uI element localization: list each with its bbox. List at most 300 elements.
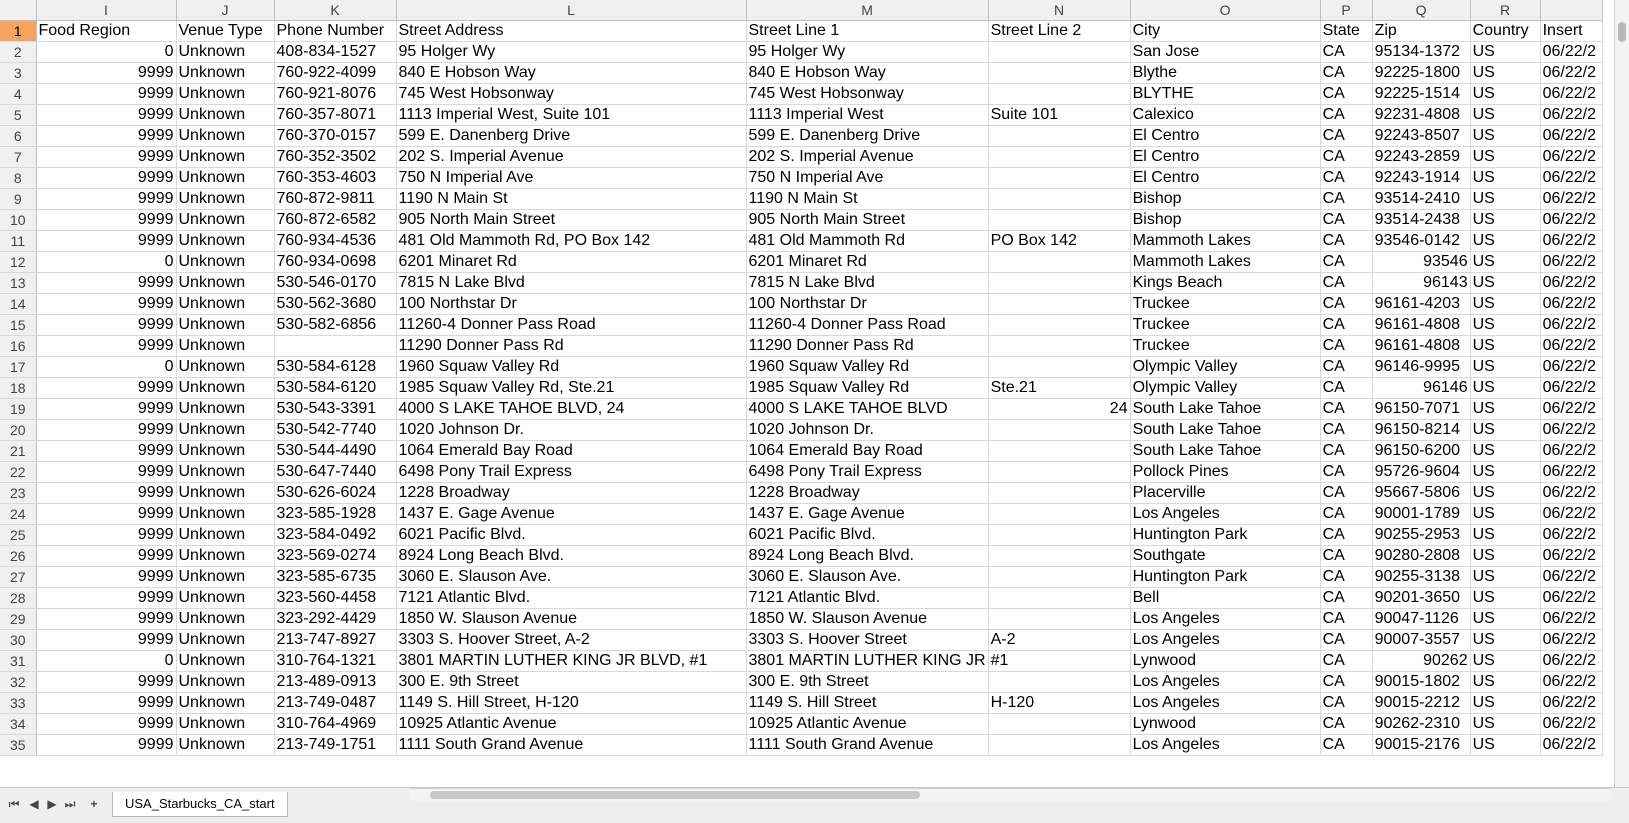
row-header[interactable]: 33 <box>0 693 36 714</box>
cell[interactable] <box>988 525 1130 546</box>
cell[interactable] <box>988 735 1130 756</box>
cell[interactable]: 9999 <box>36 672 176 693</box>
cell[interactable]: 1020 Johnson Dr. <box>746 420 988 441</box>
cell[interactable]: 530-544-4490 <box>274 441 396 462</box>
cell[interactable] <box>988 441 1130 462</box>
cell[interactable]: Pollock Pines <box>1130 462 1320 483</box>
cell[interactable]: 3060 E. Slauson Ave. <box>396 567 746 588</box>
row-header[interactable]: 23 <box>0 483 36 504</box>
cell[interactable]: 481 Old Mammoth Rd, PO Box 142 <box>396 231 746 252</box>
row-header[interactable]: 21 <box>0 441 36 462</box>
column-header[interactable]: L <box>396 0 746 21</box>
cell[interactable]: 1020 Johnson Dr. <box>396 420 746 441</box>
add-sheet-icon[interactable]: + <box>90 797 98 811</box>
cell[interactable] <box>988 546 1130 567</box>
cell[interactable]: US <box>1470 294 1540 315</box>
cell[interactable]: 1149 S. Hill Street, H-120 <box>396 693 746 714</box>
cell[interactable]: 1064 Emerald Bay Road <box>396 441 746 462</box>
cell[interactable]: 905 North Main Street <box>396 210 746 231</box>
cell[interactable]: Huntington Park <box>1130 525 1320 546</box>
cell[interactable]: CA <box>1320 693 1372 714</box>
cell[interactable]: 92243-8507 <box>1372 126 1470 147</box>
cell[interactable]: 06/22/2 <box>1540 441 1602 462</box>
cell[interactable]: 310-764-4969 <box>274 714 396 735</box>
cell[interactable]: 9999 <box>36 504 176 525</box>
cell[interactable]: Unknown <box>176 546 274 567</box>
cell[interactable]: 599 E. Danenberg Drive <box>746 126 988 147</box>
cell[interactable]: 6201 Minaret Rd <box>746 252 988 273</box>
row-header[interactable]: 9 <box>0 189 36 210</box>
cell[interactable]: 90255-2953 <box>1372 525 1470 546</box>
cell[interactable]: US <box>1470 546 1540 567</box>
cell[interactable]: 1190 N Main St <box>396 189 746 210</box>
cell[interactable]: Phone Number <box>274 21 396 42</box>
cell[interactable]: San Jose <box>1130 42 1320 63</box>
cell[interactable]: 96143 <box>1372 273 1470 294</box>
row-header[interactable]: 22 <box>0 462 36 483</box>
cell[interactable]: US <box>1470 378 1540 399</box>
cell[interactable] <box>988 336 1130 357</box>
cell[interactable]: CA <box>1320 651 1372 672</box>
cell[interactable]: 9999 <box>36 546 176 567</box>
cell[interactable]: 300 E. 9th Street <box>396 672 746 693</box>
cell[interactable]: Street Line 1 <box>746 21 988 42</box>
cell[interactable]: 9999 <box>36 336 176 357</box>
cell[interactable]: Huntington Park <box>1130 567 1320 588</box>
row-header[interactable]: 16 <box>0 336 36 357</box>
cell[interactable]: 06/22/2 <box>1540 651 1602 672</box>
cell[interactable]: South Lake Tahoe <box>1130 399 1320 420</box>
cell[interactable]: 10925 Atlantic Avenue <box>396 714 746 735</box>
row-header[interactable]: 19 <box>0 399 36 420</box>
cell[interactable]: Unknown <box>176 399 274 420</box>
cell[interactable]: US <box>1470 105 1540 126</box>
cell[interactable]: A-2 <box>988 630 1130 651</box>
cell[interactable]: 06/22/2 <box>1540 63 1602 84</box>
cell[interactable]: Unknown <box>176 483 274 504</box>
cell[interactable]: CA <box>1320 588 1372 609</box>
cell[interactable]: 9999 <box>36 315 176 336</box>
cell[interactable]: 323-585-6735 <box>274 567 396 588</box>
cell[interactable]: 760-353-4603 <box>274 168 396 189</box>
cell[interactable]: 760-357-8071 <box>274 105 396 126</box>
cell[interactable]: 9999 <box>36 735 176 756</box>
cell[interactable]: 96146-9995 <box>1372 357 1470 378</box>
cell[interactable]: 1111 South Grand Avenue <box>746 735 988 756</box>
cell[interactable]: CA <box>1320 147 1372 168</box>
horizontal-scrollbar[interactable] <box>410 788 1610 801</box>
cell[interactable]: US <box>1470 630 1540 651</box>
cell[interactable]: 96146 <box>1372 378 1470 399</box>
cell[interactable]: 1190 N Main St <box>746 189 988 210</box>
cell[interactable]: 1111 South Grand Avenue <box>396 735 746 756</box>
row-header[interactable]: 12 <box>0 252 36 273</box>
cell[interactable]: 323-584-0492 <box>274 525 396 546</box>
cell[interactable]: Unknown <box>176 609 274 630</box>
cell[interactable]: 96161-4808 <box>1372 315 1470 336</box>
cell[interactable]: 06/22/2 <box>1540 525 1602 546</box>
cell[interactable]: 213-749-1751 <box>274 735 396 756</box>
cell[interactable]: 9999 <box>36 84 176 105</box>
cell[interactable]: 3303 S. Hoover Street <box>746 630 988 651</box>
cell[interactable]: CA <box>1320 735 1372 756</box>
cell[interactable]: 760-370-0157 <box>274 126 396 147</box>
cell[interactable]: 90262-2310 <box>1372 714 1470 735</box>
cell[interactable]: 7121 Atlantic Blvd. <box>396 588 746 609</box>
cell[interactable]: US <box>1470 126 1540 147</box>
cell[interactable]: 6021 Pacific Blvd. <box>396 525 746 546</box>
cell[interactable]: 9999 <box>36 378 176 399</box>
cell[interactable] <box>988 63 1130 84</box>
cell[interactable]: CA <box>1320 84 1372 105</box>
cell[interactable]: US <box>1470 504 1540 525</box>
cell[interactable]: Kings Beach <box>1130 273 1320 294</box>
cell[interactable] <box>988 462 1130 483</box>
cell[interactable]: 1149 S. Hill Street <box>746 693 988 714</box>
cell[interactable]: Unknown <box>176 672 274 693</box>
cell[interactable]: Unknown <box>176 420 274 441</box>
cell[interactable]: 745 West Hobsonway <box>746 84 988 105</box>
cell[interactable]: 760-872-9811 <box>274 189 396 210</box>
cell[interactable]: US <box>1470 231 1540 252</box>
row-header[interactable]: 27 <box>0 567 36 588</box>
cell[interactable]: US <box>1470 609 1540 630</box>
cell[interactable]: 96150-7071 <box>1372 399 1470 420</box>
cell[interactable]: El Centro <box>1130 168 1320 189</box>
cell[interactable]: 11260-4 Donner Pass Road <box>396 315 746 336</box>
cell[interactable]: CA <box>1320 105 1372 126</box>
cell[interactable]: 8924 Long Beach Blvd. <box>746 546 988 567</box>
row-header[interactable]: 31 <box>0 651 36 672</box>
cell[interactable]: Country <box>1470 21 1540 42</box>
row-header[interactable]: 18 <box>0 378 36 399</box>
cell[interactable]: Los Angeles <box>1130 504 1320 525</box>
cell[interactable] <box>988 483 1130 504</box>
cell[interactable]: 599 E. Danenberg Drive <box>396 126 746 147</box>
cell[interactable]: 0 <box>36 42 176 63</box>
cell[interactable]: Unknown <box>176 315 274 336</box>
cell[interactable]: 96150-8214 <box>1372 420 1470 441</box>
cell[interactable]: 6201 Minaret Rd <box>396 252 746 273</box>
cell[interactable]: 9999 <box>36 399 176 420</box>
cell[interactable]: CA <box>1320 357 1372 378</box>
row-header[interactable]: 6 <box>0 126 36 147</box>
cell[interactable]: Mammoth Lakes <box>1130 252 1320 273</box>
cell[interactable]: 530-582-6856 <box>274 315 396 336</box>
row-header[interactable]: 17 <box>0 357 36 378</box>
cell[interactable]: 96150-6200 <box>1372 441 1470 462</box>
cell[interactable]: 90015-2176 <box>1372 735 1470 756</box>
cell[interactable]: South Lake Tahoe <box>1130 441 1320 462</box>
cell[interactable]: 202 S. Imperial Avenue <box>396 147 746 168</box>
cell[interactable]: 213-489-0913 <box>274 672 396 693</box>
cell[interactable]: Los Angeles <box>1130 630 1320 651</box>
cell[interactable]: US <box>1470 336 1540 357</box>
cell[interactable]: Unknown <box>176 294 274 315</box>
cell[interactable]: Los Angeles <box>1130 672 1320 693</box>
cell[interactable]: Unknown <box>176 42 274 63</box>
cell[interactable]: State <box>1320 21 1372 42</box>
cell[interactable]: 93546-0142 <box>1372 231 1470 252</box>
cell[interactable]: 06/22/2 <box>1540 105 1602 126</box>
row-header[interactable]: 28 <box>0 588 36 609</box>
cell[interactable]: 06/22/2 <box>1540 252 1602 273</box>
cell[interactable]: 323-560-4458 <box>274 588 396 609</box>
cell[interactable]: 9999 <box>36 147 176 168</box>
row-header[interactable]: 20 <box>0 420 36 441</box>
cell[interactable]: 0 <box>36 357 176 378</box>
cell[interactable]: CA <box>1320 420 1372 441</box>
cell[interactable]: 3303 S. Hoover Street, A-2 <box>396 630 746 651</box>
cell[interactable]: Unknown <box>176 84 274 105</box>
cell[interactable]: CA <box>1320 294 1372 315</box>
cell[interactable]: 06/22/2 <box>1540 735 1602 756</box>
cell[interactable]: US <box>1470 483 1540 504</box>
column-header[interactable]: Q <box>1372 0 1470 21</box>
cell[interactable]: Unknown <box>176 588 274 609</box>
cell[interactable]: 90255-3138 <box>1372 567 1470 588</box>
cell[interactable]: 96161-4203 <box>1372 294 1470 315</box>
cell[interactable]: CA <box>1320 672 1372 693</box>
cell[interactable]: 4000 S LAKE TAHOE BLVD, 24 <box>396 399 746 420</box>
cell[interactable]: Unknown <box>176 630 274 651</box>
row-header[interactable]: 1 <box>0 21 36 42</box>
cell[interactable]: 750 N Imperial Ave <box>746 168 988 189</box>
cell[interactable]: Unknown <box>176 525 274 546</box>
cell[interactable]: 8924 Long Beach Blvd. <box>396 546 746 567</box>
cell[interactable]: Street Address <box>396 21 746 42</box>
row-header[interactable]: 29 <box>0 609 36 630</box>
cell[interactable]: 0 <box>36 651 176 672</box>
cell[interactable]: Olympic Valley <box>1130 378 1320 399</box>
cell[interactable]: CA <box>1320 126 1372 147</box>
cell[interactable] <box>988 189 1130 210</box>
cell[interactable]: CA <box>1320 630 1372 651</box>
cell[interactable]: US <box>1470 273 1540 294</box>
cell[interactable]: BLYTHE <box>1130 84 1320 105</box>
cell[interactable]: CA <box>1320 189 1372 210</box>
cell[interactable]: Truckee <box>1130 315 1320 336</box>
cell[interactable]: 530-584-6120 <box>274 378 396 399</box>
cell[interactable]: 1228 Broadway <box>746 483 988 504</box>
prev-sheet-icon[interactable]: ◀ <box>29 797 39 811</box>
cell[interactable] <box>988 420 1130 441</box>
cell[interactable]: 06/22/2 <box>1540 672 1602 693</box>
cell[interactable]: 92243-1914 <box>1372 168 1470 189</box>
cell[interactable]: 840 E Hobson Way <box>746 63 988 84</box>
cell[interactable]: 7815 N Lake Blvd <box>396 273 746 294</box>
cell[interactable]: Southgate <box>1130 546 1320 567</box>
cell[interactable]: US <box>1470 357 1540 378</box>
cell[interactable]: 06/22/2 <box>1540 567 1602 588</box>
cell[interactable]: 90001-1789 <box>1372 504 1470 525</box>
cell[interactable]: 0 <box>36 252 176 273</box>
cell[interactable]: CA <box>1320 315 1372 336</box>
cell[interactable]: Los Angeles <box>1130 693 1320 714</box>
cell[interactable]: 760-352-3502 <box>274 147 396 168</box>
cell[interactable]: 06/22/2 <box>1540 42 1602 63</box>
column-header[interactable] <box>1540 0 1602 21</box>
cell[interactable]: 93514-2410 <box>1372 189 1470 210</box>
cell[interactable]: Unknown <box>176 105 274 126</box>
cell[interactable]: 06/22/2 <box>1540 126 1602 147</box>
cell[interactable]: Bell <box>1130 588 1320 609</box>
cell[interactable]: Truckee <box>1130 336 1320 357</box>
cell[interactable]: 1064 Emerald Bay Road <box>746 441 988 462</box>
cell[interactable]: Los Angeles <box>1130 609 1320 630</box>
cell[interactable]: 06/22/2 <box>1540 462 1602 483</box>
column-header[interactable]: M <box>746 0 988 21</box>
cell[interactable]: CA <box>1320 462 1372 483</box>
cell[interactable]: 760-934-0698 <box>274 252 396 273</box>
cell[interactable]: US <box>1470 420 1540 441</box>
cell[interactable]: US <box>1470 567 1540 588</box>
cell[interactable]: Unknown <box>176 693 274 714</box>
cell[interactable]: US <box>1470 147 1540 168</box>
cell[interactable] <box>988 672 1130 693</box>
cell[interactable]: El Centro <box>1130 147 1320 168</box>
cell[interactable]: US <box>1470 189 1540 210</box>
cell[interactable]: 323-569-0274 <box>274 546 396 567</box>
cell[interactable]: CA <box>1320 336 1372 357</box>
row-header[interactable]: 14 <box>0 294 36 315</box>
column-header[interactable]: P <box>1320 0 1372 21</box>
cell[interactable] <box>988 84 1130 105</box>
cell[interactable]: 3801 MARTIN LUTHER KING JR <box>746 651 988 672</box>
cell[interactable]: Placerville <box>1130 483 1320 504</box>
cell[interactable]: Insert <box>1540 21 1602 42</box>
cell[interactable]: 408-834-1527 <box>274 42 396 63</box>
column-header[interactable]: R <box>1470 0 1540 21</box>
cell[interactable] <box>988 357 1130 378</box>
cell[interactable]: CA <box>1320 483 1372 504</box>
row-header[interactable]: 32 <box>0 672 36 693</box>
cell[interactable]: 06/22/2 <box>1540 504 1602 525</box>
cell[interactable]: 9999 <box>36 567 176 588</box>
cell[interactable]: PO Box 142 <box>988 231 1130 252</box>
cell[interactable]: 06/22/2 <box>1540 483 1602 504</box>
cell[interactable]: 9999 <box>36 63 176 84</box>
row-header[interactable]: 4 <box>0 84 36 105</box>
cell[interactable]: 9999 <box>36 189 176 210</box>
cell[interactable]: 06/22/2 <box>1540 609 1602 630</box>
cell[interactable]: 9999 <box>36 588 176 609</box>
cell[interactable]: 95726-9604 <box>1372 462 1470 483</box>
cell[interactable]: 06/22/2 <box>1540 378 1602 399</box>
cell[interactable]: 750 N Imperial Ave <box>396 168 746 189</box>
cell[interactable]: CA <box>1320 168 1372 189</box>
cell[interactable]: 9999 <box>36 714 176 735</box>
cell[interactable]: 760-922-4099 <box>274 63 396 84</box>
select-all-corner[interactable] <box>0 0 36 21</box>
cell[interactable]: 06/22/2 <box>1540 315 1602 336</box>
cell[interactable]: CA <box>1320 231 1372 252</box>
cell[interactable]: 90201-3650 <box>1372 588 1470 609</box>
cell[interactable]: CA <box>1320 273 1372 294</box>
cell[interactable]: Unknown <box>176 231 274 252</box>
row-header[interactable]: 11 <box>0 231 36 252</box>
cell[interactable]: Unknown <box>176 252 274 273</box>
cell[interactable]: 06/22/2 <box>1540 168 1602 189</box>
cell[interactable]: CA <box>1320 714 1372 735</box>
cell[interactable]: 7121 Atlantic Blvd. <box>746 588 988 609</box>
cell[interactable]: 323-585-1928 <box>274 504 396 525</box>
cell[interactable]: 6498 Pony Trail Express <box>746 462 988 483</box>
cell[interactable]: 06/22/2 <box>1540 357 1602 378</box>
cell[interactable]: 11290 Donner Pass Rd <box>746 336 988 357</box>
cell[interactable]: Venue Type <box>176 21 274 42</box>
cell[interactable]: US <box>1470 315 1540 336</box>
cell[interactable]: 1960 Squaw Valley Rd <box>746 357 988 378</box>
cell[interactable]: Unknown <box>176 357 274 378</box>
cell[interactable]: Lynwood <box>1130 714 1320 735</box>
cell[interactable]: 90262 <box>1372 651 1470 672</box>
cell[interactable]: 93546 <box>1372 252 1470 273</box>
cell[interactable]: 24 <box>988 399 1130 420</box>
cell[interactable]: 7815 N Lake Blvd <box>746 273 988 294</box>
cell[interactable]: US <box>1470 462 1540 483</box>
cell[interactable]: 310-764-1321 <box>274 651 396 672</box>
cell[interactable]: 9999 <box>36 231 176 252</box>
cell[interactable]: CA <box>1320 63 1372 84</box>
cell[interactable]: 1985 Squaw Valley Rd <box>746 378 988 399</box>
cell[interactable]: 92231-4808 <box>1372 105 1470 126</box>
cell[interactable]: Ste.21 <box>988 378 1130 399</box>
cell[interactable]: H-120 <box>988 693 1130 714</box>
cell[interactable] <box>988 567 1130 588</box>
cell[interactable]: 9999 <box>36 462 176 483</box>
cell[interactable] <box>988 609 1130 630</box>
cell[interactable]: Unknown <box>176 168 274 189</box>
row-header[interactable]: 15 <box>0 315 36 336</box>
first-sheet-icon[interactable]: ⏮ <box>8 797 20 811</box>
cell[interactable]: 1960 Squaw Valley Rd <box>396 357 746 378</box>
cell[interactable]: 95134-1372 <box>1372 42 1470 63</box>
cell[interactable]: 1850 W. Slauson Avenue <box>746 609 988 630</box>
column-header[interactable]: O <box>1130 0 1320 21</box>
cell[interactable]: Unknown <box>176 126 274 147</box>
cell[interactable]: 06/22/2 <box>1540 630 1602 651</box>
cell[interactable]: CA <box>1320 399 1372 420</box>
cell[interactable]: Unknown <box>176 567 274 588</box>
cell[interactable]: 530-562-3680 <box>274 294 396 315</box>
cell[interactable]: 9999 <box>36 693 176 714</box>
cell[interactable]: US <box>1470 714 1540 735</box>
cell[interactable]: Calexico <box>1130 105 1320 126</box>
column-header[interactable]: N <box>988 0 1130 21</box>
cell[interactable] <box>988 714 1130 735</box>
cell[interactable]: 06/22/2 <box>1540 189 1602 210</box>
row-header[interactable]: 2 <box>0 42 36 63</box>
cell[interactable]: 9999 <box>36 609 176 630</box>
cell[interactable]: CA <box>1320 609 1372 630</box>
cell[interactable]: 90015-2212 <box>1372 693 1470 714</box>
cell[interactable]: CA <box>1320 504 1372 525</box>
cell[interactable]: 300 E. 9th Street <box>746 672 988 693</box>
cell[interactable]: Food Region <box>36 21 176 42</box>
cell[interactable]: 06/22/2 <box>1540 588 1602 609</box>
cell[interactable]: 95667-5806 <box>1372 483 1470 504</box>
cell[interactable]: 6498 Pony Trail Express <box>396 462 746 483</box>
cell[interactable]: Mammoth Lakes <box>1130 231 1320 252</box>
cell[interactable]: 06/22/2 <box>1540 714 1602 735</box>
cell[interactable]: 1113 Imperial West <box>746 105 988 126</box>
cell[interactable]: CA <box>1320 42 1372 63</box>
cell[interactable]: 9999 <box>36 441 176 462</box>
cell[interactable] <box>988 42 1130 63</box>
cell[interactable]: Zip <box>1372 21 1470 42</box>
cell[interactable]: 9999 <box>36 294 176 315</box>
